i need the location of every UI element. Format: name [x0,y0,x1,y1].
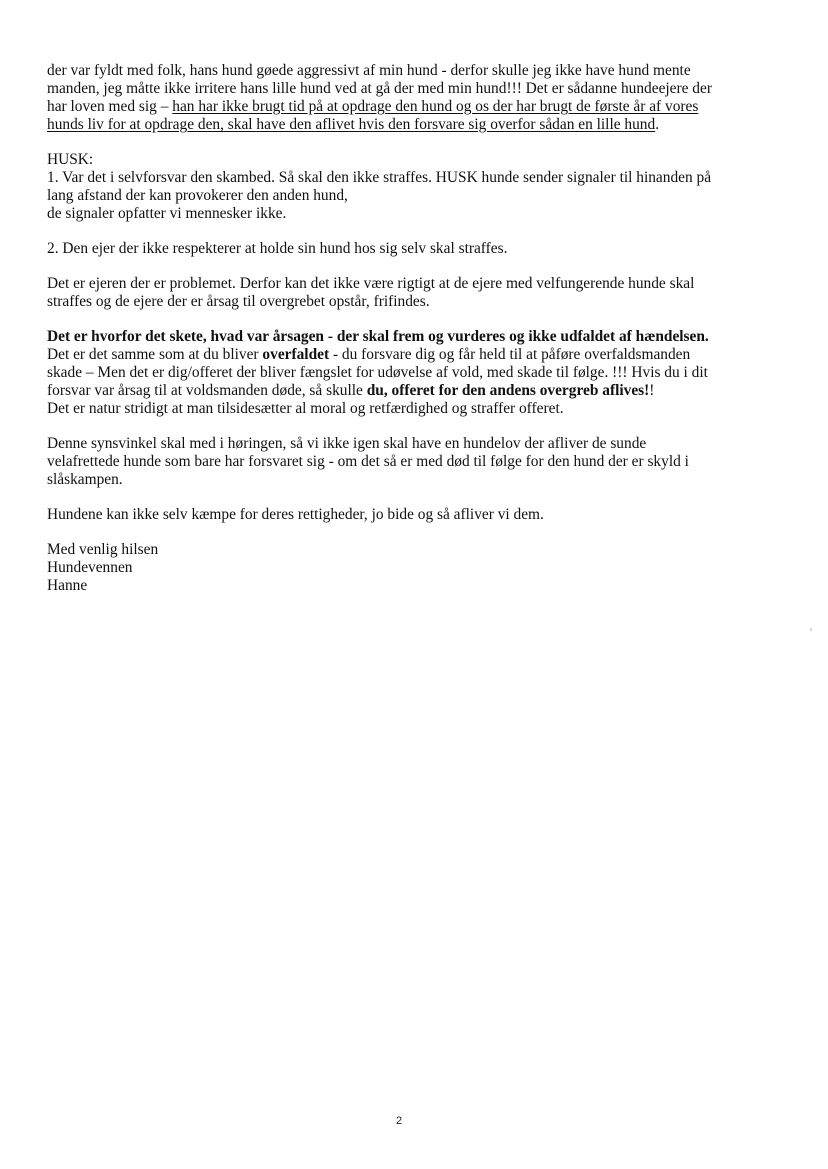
underlined-text: hunds liv for at opdrage den, skal have den aflivet hvis den forsvare sig overfor sådan en lille hund [47,116,656,133]
text-segment: ! [649,382,655,399]
scan-speck [810,628,812,631]
husk-section [47,151,787,223]
text-line: 2. Den ejer der ikke respekterer at holde sin hund hos sig selv skal straffes. [47,240,508,257]
closing-signature-name: Hanne [47,577,88,594]
paragraph-gap [47,134,787,151]
text-segment: forsvar var årsag til at voldsmanden døde, så skulle [47,382,367,399]
text-line [47,98,787,116]
bold-heading-line: Det er hvorfor det skete, hvad var årsagen - der skal frem og vurderes og ikke udfaldet af hændelsen. [47,328,709,345]
text-line [47,116,787,134]
paragraph-gap [47,311,787,328]
text-segment: Det er det samme som at du bliver [47,346,263,363]
text-segment: . [655,116,660,133]
paragraph-5 [47,435,787,489]
paragraph-3 [47,275,787,311]
text-line: slåskampen. [47,471,123,488]
text-line: der var fyldt med folk, hans hund gøede aggressivt af min hund - derfor skulle jeg ikke have hund mente [47,62,691,79]
bold-text: overfaldet [262,346,330,363]
paragraph-4 [47,328,787,418]
paragraph-6 [47,506,787,524]
text-line: straffes og de ejere der er årsag til overgrebet opstår, frifindes. [47,293,430,310]
text-line: Det er ejeren der er problemet. Derfor kan det ikke være rigtigt at de ejere med velfungerende hunde skal [47,275,695,292]
text-line: Hundene kan ikke selv kæmpe for deres rettigheder, jo bide og så afliver vi dem. [47,506,544,523]
letter-body [47,62,787,595]
text-segment: har loven med sig – [47,98,173,115]
paragraph-gap [47,418,787,435]
closing-block [47,541,787,595]
paragraph-gap [47,489,787,506]
text-line: skade – Men det er dig/offeret der bliver fængslet for udøvelse af vold, med skade til følge. !!! Hvis du i dit [47,364,708,381]
text-line: 1. Var det i selvforsvar den skambed. Så skal den ikke straffes. HUSK hunde sender signaler til hinanden på [47,169,712,186]
text-line: de signaler opfatter vi mennesker ikke. [47,205,287,222]
text-line: lang afstand der kan provokerer den anden hund, [47,187,348,204]
paragraph-gap [47,524,787,541]
text-line: manden, jeg måtte ikke irritere hans lille hund ved at gå der med min hund!!! Det er sådanne hundeejere der [47,80,712,97]
text-line [47,382,787,400]
point-2 [47,240,787,258]
closing-greeting: Med venlig hilsen [47,541,159,558]
text-segment: - du forsvare dig og får held til at påføre overfaldsmanden [329,346,691,363]
closing-organization: Hundevennen [47,559,133,576]
paragraph-1 [47,62,787,134]
paragraph-gap [47,258,787,275]
page-number: 2 [396,1115,403,1127]
text-line [47,346,787,364]
husk-heading: HUSK: [47,151,94,168]
bold-text: du, offeret for den andens overgreb aflives! [366,382,650,399]
text-line: Det er natur stridigt at man tilsidesætter al moral og retfærdighed og straffer offeret. [47,400,564,417]
text-line: velafrettede hunde som bare har forsvaret sig - om det så er med død til følge for den hund der er skyld i [47,453,689,470]
paragraph-gap [47,223,787,240]
text-line: Denne synsvinkel skal med i høringen, så vi ikke igen skal have en hundelov der afliver de sunde [47,435,647,452]
underlined-text: han har ikke brugt tid på at opdrage den hund og os der har brugt de første år af vores [172,98,699,115]
